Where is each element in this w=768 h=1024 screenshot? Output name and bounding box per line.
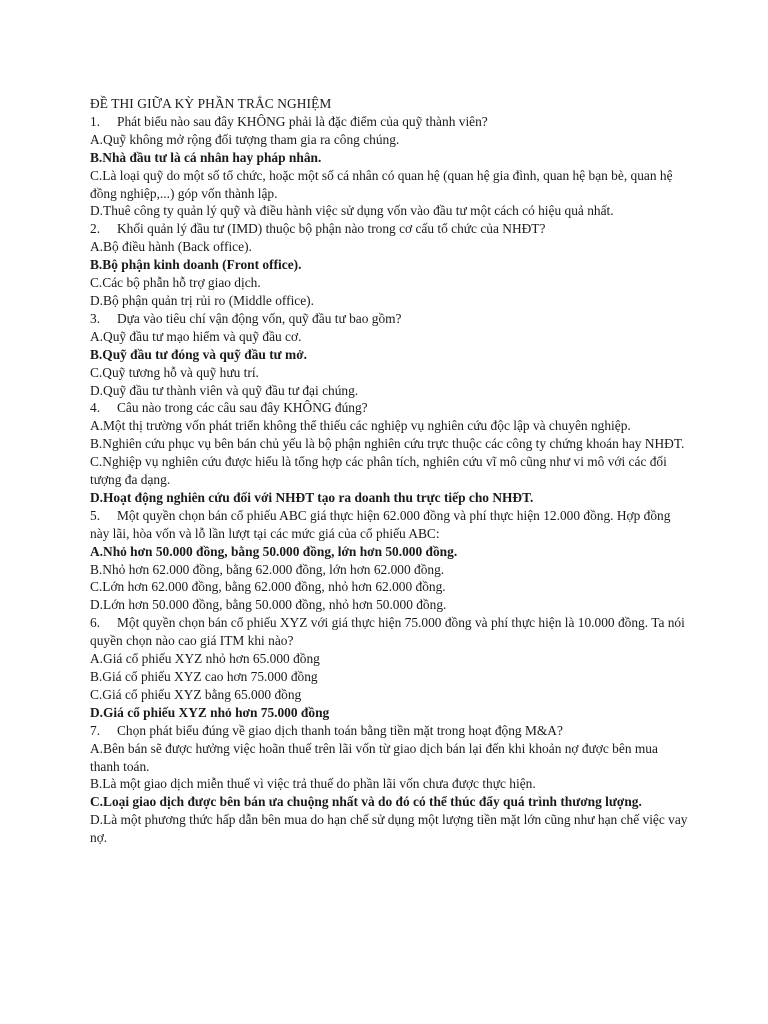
answer-option: C.Quỹ tương hỗ và quỹ hưu trí. (90, 364, 259, 380)
question-5 (90, 507, 690, 614)
answer-option: D.Quỹ đầu tư thành viên và quỹ đầu tư đại chúng. (90, 382, 359, 398)
answer-option: A.Bên bán sẽ được hưởng việc hoãn thuế trên lãi vốn từ giao dịch bán lại đến khi khoản nợ được bên mua thanh toán. (90, 740, 658, 774)
answer-option: B.Là một giao dịch miễn thuế vì việc trả thuế do phần lãi vốn chưa được thực hiện. (90, 776, 536, 792)
question-2 (90, 220, 690, 310)
question-number: 7. (90, 722, 101, 738)
answer-option-correct: D.Giá cổ phiếu XYZ nhỏ hơn 75.000 đồng (90, 704, 330, 720)
question-number: 6. (90, 615, 101, 631)
question-text: Một quyền chọn bán cổ phiếu XYZ với giá thực hiện 75.000 đồng và phí thực hiện là 10.000 đồng. Ta nói quyền chọn nào cao giá ITM khi nào? (90, 615, 685, 649)
answer-option: D.Là một phương thức hấp dẫn bên mua do hạn chế sử dụng một lượng tiền mặt lớn cũng như hạn chế việc vay nợ. (90, 812, 688, 846)
answer-option: C.Giá cổ phiếu XYZ bằng 65.000 đồng (90, 686, 302, 702)
question-text: Phát biểu nào sau đây KHÔNG phải là đặc điểm của quỹ thành viên? (117, 113, 488, 129)
answer-option-correct: A.Nhỏ hơn 50.000 đồng, bằng 50.000 đồng, lớn hơn 50.000 đồng. (90, 543, 458, 559)
answer-option: A.Một thị trường vốn phát triển không thể thiếu các nghiệp vụ nghiên cứu độc lập và chuyên nghiệp. (90, 418, 631, 434)
answer-option-correct: B.Nhà đầu tư là cá nhân hay pháp nhân. (90, 149, 322, 165)
question-stem (90, 310, 690, 328)
answer-option: B.Giá cổ phiếu XYZ cao hơn 75.000 đồng (90, 669, 318, 684)
answer-option: D.Bộ phận quản trị rủi ro (Middle office). (90, 292, 314, 308)
answer-option: D.Lớn hơn 50.000 đồng, bằng 50.000 đồng, nhỏ hơn 50.000 đồng. (90, 597, 447, 613)
question-3 (90, 310, 690, 400)
exam-document (90, 95, 690, 847)
question-text: Chọn phát biểu đúng về giao dịch thanh toán bằng tiền mặt trong hoạt động M&A? (117, 722, 563, 738)
answer-option: A.Giá cổ phiếu XYZ nhỏ hơn 65.000 đồng (90, 651, 320, 667)
answer-option-correct: B.Bộ phận kinh doanh (Front office). (90, 257, 302, 273)
question-4 (90, 399, 690, 506)
answer-option: C.Nghiệp vụ nghiên cứu được hiểu là tổng hợp các phân tích, nghiên cứu vĩ mô cũng như vi mô với các đối tượng đa dạng. (90, 454, 667, 488)
question-text: Khối quản lý đầu tư (IMD) thuộc bộ phận nào trong cơ cấu tổ chức của NHĐT? (117, 221, 546, 237)
answer-option: A.Quỹ không mở rộng đối tượng tham gia ra công chúng. (90, 131, 400, 147)
answer-option: C.Các bộ phẫn hỗ trợ giao dịch. (90, 275, 261, 291)
answer-option: C.Lớn hơn 62.000 đồng, bằng 62.000 đồng, nhỏ hơn 62.000 đồng. (90, 579, 446, 595)
question-number: 2. (90, 221, 101, 237)
question-list (90, 113, 690, 847)
question-number: 4. (90, 400, 101, 416)
answer-option-correct: B.Quỹ đầu tư đóng và quỹ đầu tư mở. (90, 346, 307, 362)
answer-option: D.Thuê công ty quản lý quỹ và điều hành việc sử dụng vốn vào đầu tư một cách có hiệu quả nhất. (90, 203, 614, 219)
question-stem (90, 614, 690, 650)
answer-option: A.Bộ điều hành (Back office). (90, 239, 252, 255)
answer-option-correct: C.Loại giao dịch được bên bán ưa chuộng nhất và do đó có thể thúc đẩy quá trình thương lượng. (90, 794, 642, 810)
question-text: Một quyền chọn bán cổ phiếu ABC giá thực hiện 62.000 đồng và phí thực hiện 12.000 đồng. Hợp đồng này lãi, hòa vốn và lỗ lần lượt tại các mức giá của cổ phiếu ABC: (90, 507, 671, 541)
question-text: Dựa vào tiêu chí vận động vốn, quỹ đầu tư bao gồm? (117, 310, 402, 326)
question-6 (90, 614, 690, 721)
answer-option: B.Nghiên cứu phục vụ bên bán chủ yếu là bộ phận nghiên cứu trực thuộc các công ty chứng khoán hay NHĐT. (90, 436, 685, 452)
question-stem (90, 113, 690, 131)
answer-option: A.Quỹ đầu tư mạo hiểm và quỹ đầu cơ. (90, 328, 302, 344)
exam-title: ĐỀ THI GIỮA KỲ PHẦN TRẮC NGHIỆM (90, 96, 332, 111)
answer-option-correct: D.Hoạt động nghiên cứu đối với NHĐT tạo ra doanh thu trực tiếp cho NHĐT. (90, 489, 534, 505)
question-1 (90, 113, 690, 220)
question-number: 3. (90, 310, 101, 326)
question-text: Câu nào trong các câu sau đây KHÔNG đúng? (117, 400, 368, 416)
answer-option: B.Nhỏ hơn 62.000 đồng, bằng 62.000 đồng, lớn hơn 62.000 đồng. (90, 561, 445, 577)
question-stem (90, 399, 690, 417)
question-number: 1. (90, 113, 101, 129)
question-7 (90, 722, 690, 847)
answer-option: C.Là loại quỹ do một số tổ chức, hoặc một số cá nhân có quan hệ (quan hệ gia đình, quan hệ bạn bè, quan hệ đồng nghiệp,...) góp vốn thành lập. (90, 167, 673, 201)
question-number: 5. (90, 507, 101, 523)
question-stem (90, 507, 690, 543)
question-stem (90, 722, 690, 740)
question-stem (90, 220, 690, 238)
